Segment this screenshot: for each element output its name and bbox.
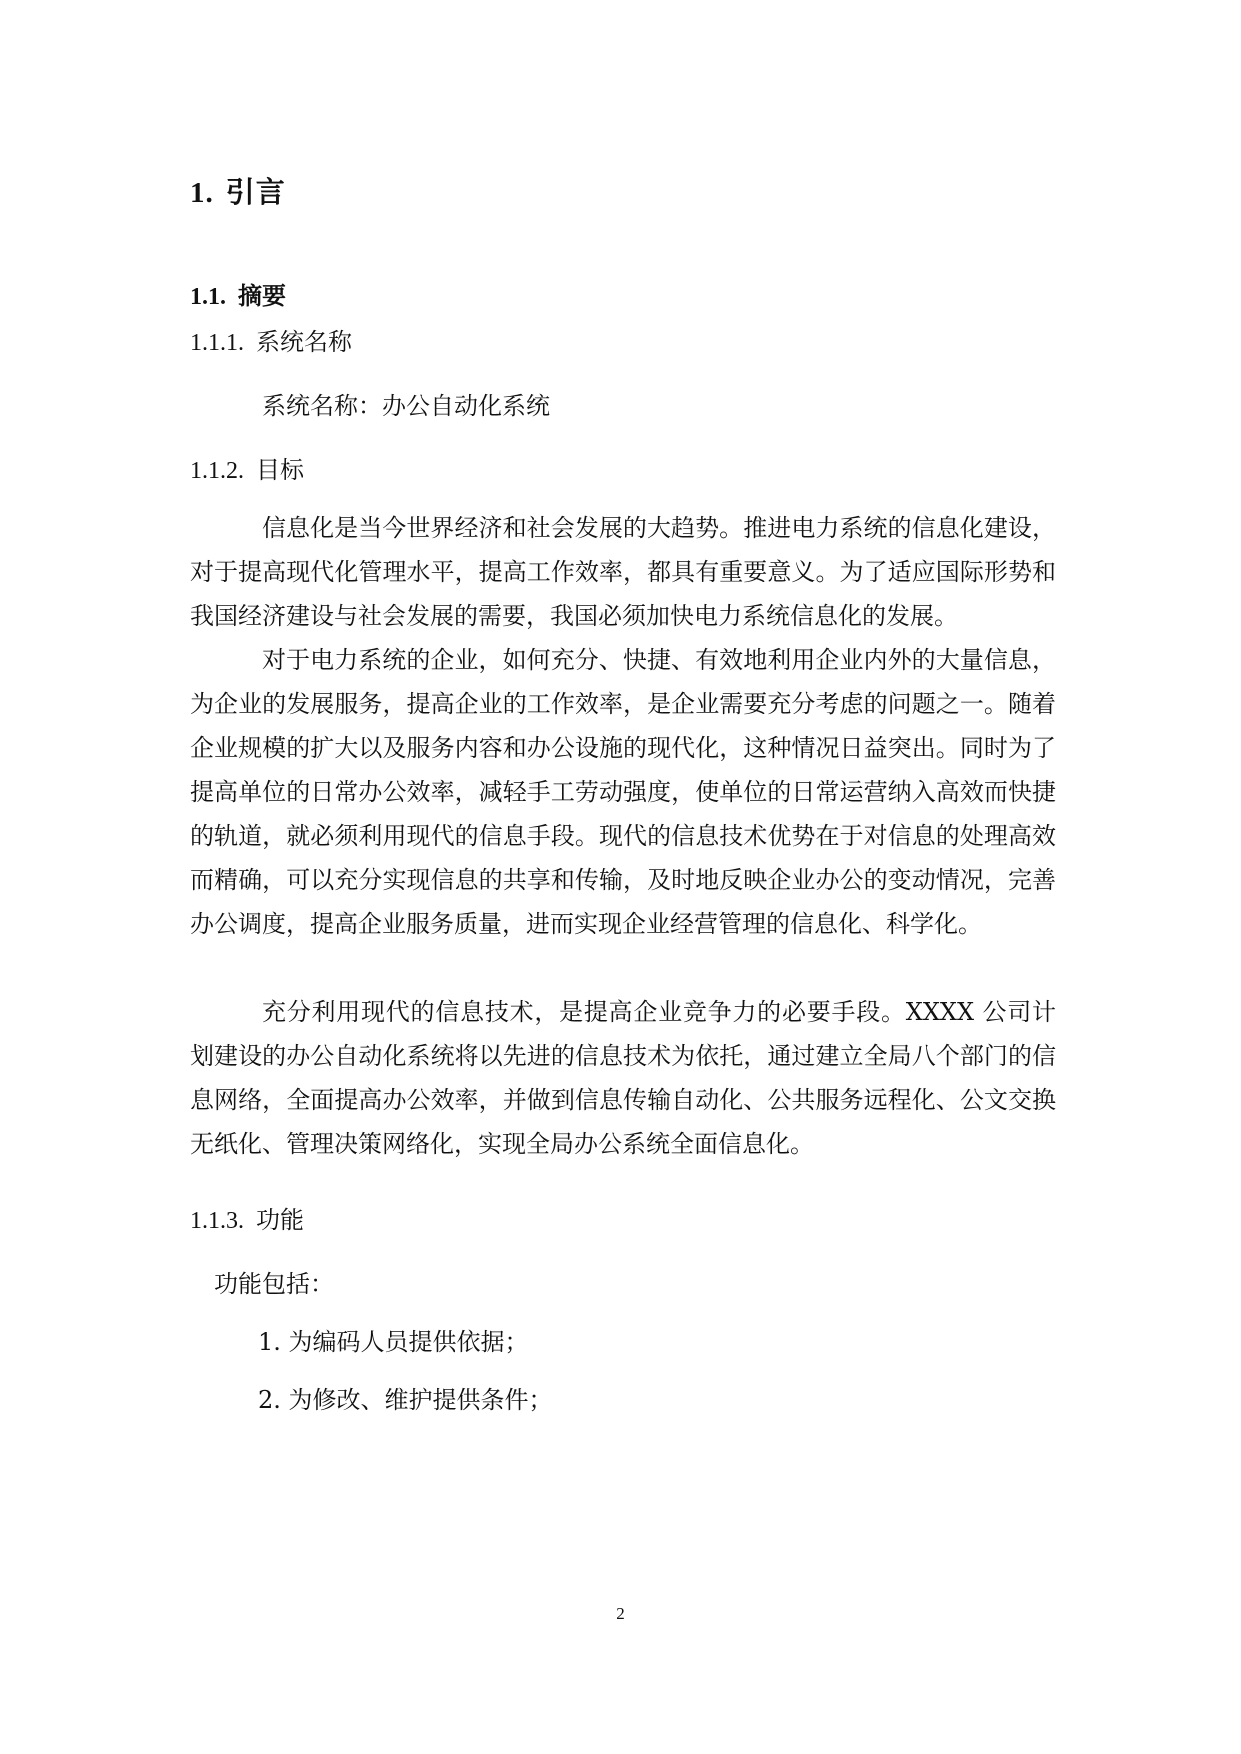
heading-1-title: 引言 — [225, 175, 286, 209]
heading-3-title: 目标 — [256, 456, 304, 484]
function-intro: 功能包括： — [214, 1270, 334, 1298]
heading-3-function — [190, 1200, 304, 1235]
heading-3-number: 1.1.1. — [190, 330, 244, 356]
goal-paragraph-2: 对于电力系统的企业，如何充分、快捷、有效地利用企业内外的大量信息，为企业的发展服务，提高企业的工作效率，是企业需要充分考虑的问题之一。随着企业规模的扩大以及服务内容和办公设施的现代化，这种情况日益突出。同时为了提高单位的日常办公效率，减轻手工劳动强度，使单位的日常运营纳入高效而快捷的轨道，就必须利用现代的信息手段。现代的信息技术优势在于对信息的处理高效而精确，可以充分实现信息的共享和传输，及时地反映企业办公的变动情况，完善办公调度，提高企业服务质量，进而实现企业经营管理的信息化、科学化。 — [190, 646, 1056, 938]
heading-3-number: 1.1.2. — [190, 458, 244, 484]
function-item-2: 2. 为修改、维护提供条件； — [258, 1386, 553, 1414]
heading-3-title: 功能 — [256, 1206, 304, 1234]
heading-3-goal — [190, 450, 304, 485]
heading-2 — [190, 276, 286, 311]
heading-3-number: 1.1.3. — [190, 1208, 244, 1234]
heading-2-number: 1.1. — [190, 284, 226, 310]
heading-3-system-name — [190, 322, 352, 357]
function-item-1: 1. 为编码人员提供依据； — [258, 1328, 529, 1356]
heading-1-number: 1. — [190, 177, 214, 209]
heading-3-title: 系统名称 — [256, 328, 352, 356]
system-name-text: 系统名称：办公自动化系统 — [262, 392, 550, 420]
heading-1 — [190, 170, 286, 211]
page-number: 2 — [616, 1604, 625, 1623]
heading-2-title: 摘要 — [238, 282, 286, 310]
goal-paragraph-1: 信息化是当今世界经济和社会发展的大趋势。推进电力系统的信息化建设，对于提高现代化管理水平，提高工作效率，都具有重要意义。为了适应国际形势和我国经济建设与社会发展的需要，我国必须加快电力系统信息化的发展。 — [190, 514, 1056, 630]
goal-paragraph-3: 充分利用现代的信息技术，是提高企业竞争力的必要手段。XXXX 公司计划建设的办公自动化系统将以先进的信息技术为依托，通过建立全局八个部门的信息网络，全面提高办公效率，并做到信息传输自动化、公共服务远程化、公文交换无纸化、管理决策网络化，实现全局办公系统全面信息化。 — [190, 998, 1056, 1158]
